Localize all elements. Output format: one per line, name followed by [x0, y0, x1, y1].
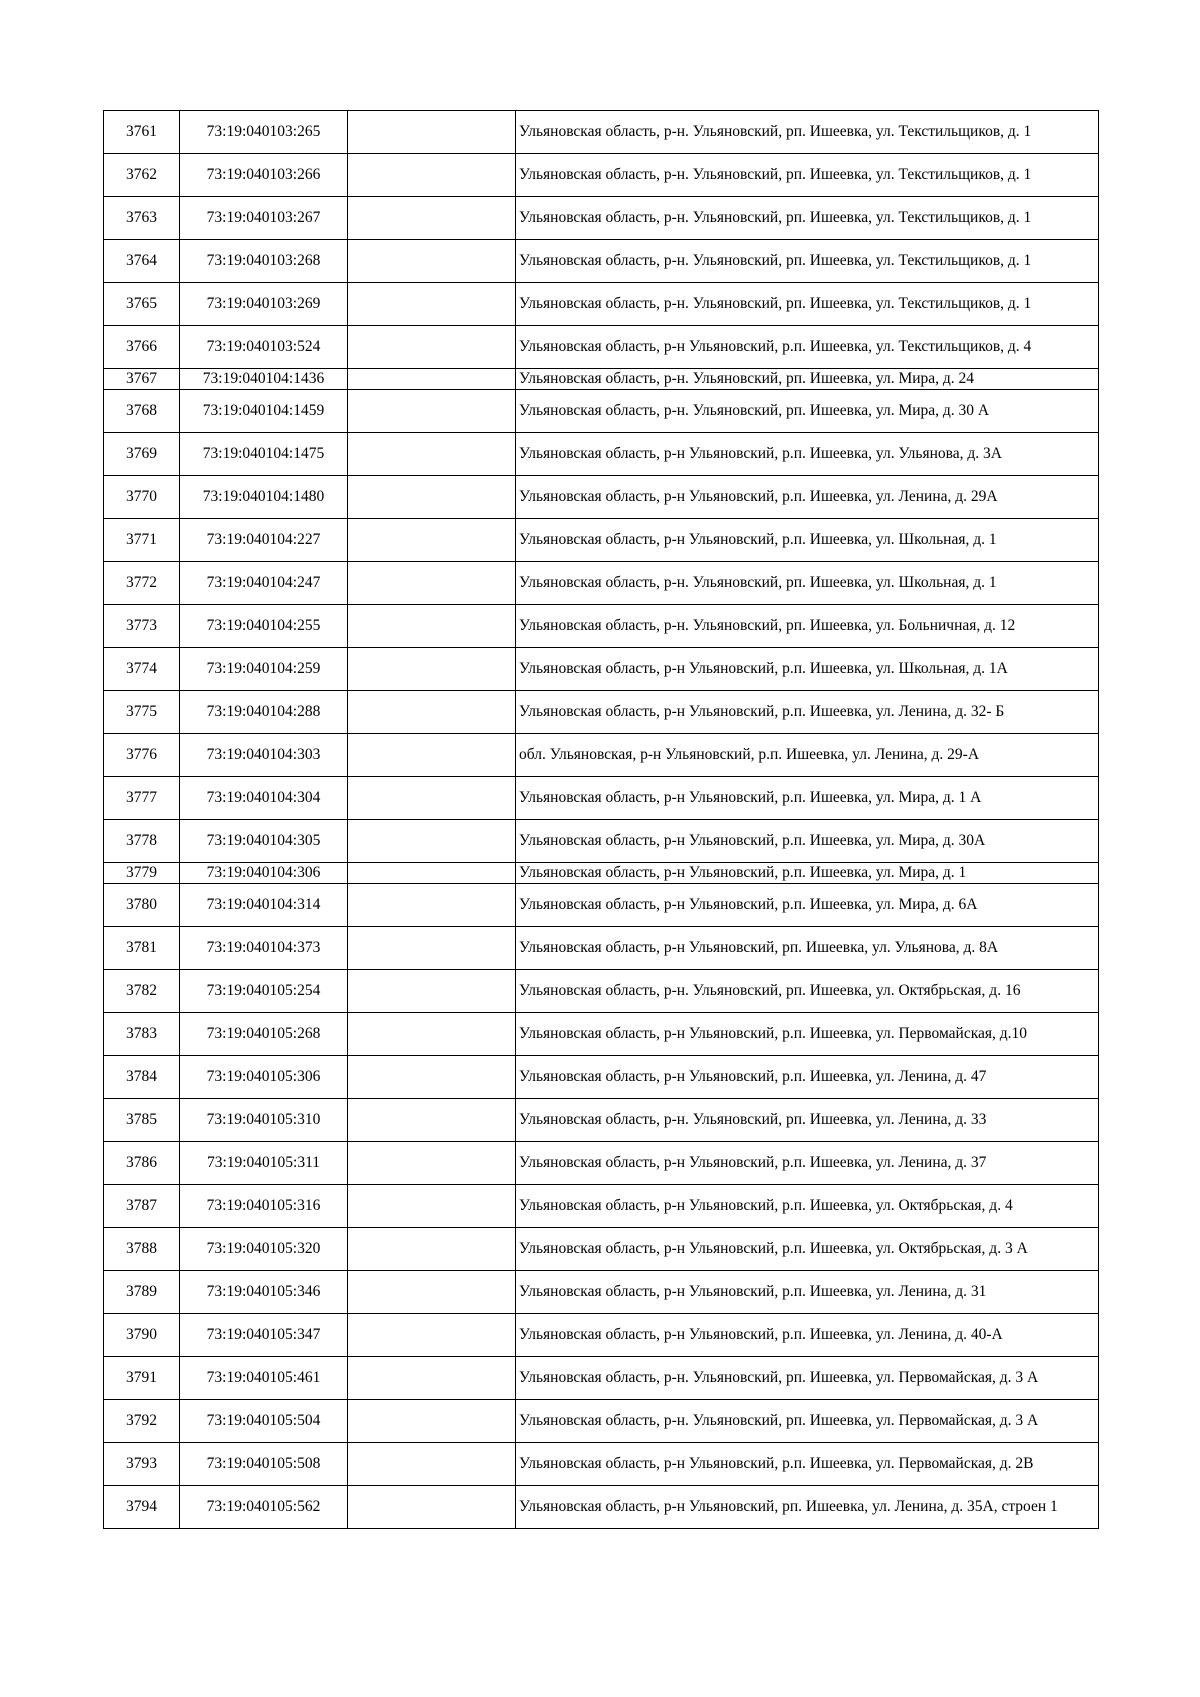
address-cell: Ульяновская область, р-н Ульяновский, р.п. Ишеевка, ул. Ленина, д. 47: [516, 1056, 1099, 1099]
row-number-cell: 3774: [104, 648, 180, 691]
cadastral-number-cell: 73:19:040105:508: [180, 1443, 348, 1486]
cadastral-number-cell: 73:19:040104:314: [180, 884, 348, 927]
table-row: [104, 1013, 1099, 1056]
row-number-cell: 3767: [104, 369, 180, 390]
cadastral-number-cell: 73:19:040104:305: [180, 820, 348, 863]
empty-cell: [348, 863, 516, 884]
row-number-cell: 3778: [104, 820, 180, 863]
cadastral-number-cell: 73:19:040105:347: [180, 1314, 348, 1357]
empty-cell: [348, 1185, 516, 1228]
address-cell: Ульяновская область, р-н Ульяновский, р.п. Ишеевка, ул. Школьная, д. 1: [516, 519, 1099, 562]
row-number-cell: 3782: [104, 970, 180, 1013]
table-row: [104, 240, 1099, 283]
address-cell: Ульяновская область, р-н Ульяновский, р.п. Ишеевка, ул. Мира, д. 1: [516, 863, 1099, 884]
row-number-cell: 3780: [104, 884, 180, 927]
table-row: [104, 970, 1099, 1013]
cadastral-number-cell: 73:19:040104:259: [180, 648, 348, 691]
row-number-cell: 3768: [104, 390, 180, 433]
row-number-cell: 3793: [104, 1443, 180, 1486]
address-cell: Ульяновская область, р-н Ульяновский, р.п. Ишеевка, ул. Октябрьская, д. 4: [516, 1185, 1099, 1228]
empty-cell: [348, 1228, 516, 1271]
address-cell: Ульяновская область, р-н Ульяновский, р.п. Ишеевка, ул. Октябрьская, д. 3 А: [516, 1228, 1099, 1271]
table-row: [104, 154, 1099, 197]
row-number-cell: 3783: [104, 1013, 180, 1056]
row-number-cell: 3764: [104, 240, 180, 283]
address-cell: Ульяновская область, р-н. Ульяновский, рп. Ишеевка, ул. Мира, д. 24: [516, 369, 1099, 390]
row-number-cell: 3794: [104, 1486, 180, 1529]
row-number-cell: 3791: [104, 1357, 180, 1400]
address-cell: Ульяновская область, р-н Ульяновский, р.п. Ишеевка, ул. Первомайская, д. 2В: [516, 1443, 1099, 1486]
cadastral-number-cell: 73:19:040105:346: [180, 1271, 348, 1314]
table-row: [104, 1142, 1099, 1185]
cadastral-number-cell: 73:19:040105:562: [180, 1486, 348, 1529]
row-number-cell: 3771: [104, 519, 180, 562]
cadastral-number-cell: 73:19:040104:1436: [180, 369, 348, 390]
empty-cell: [348, 1271, 516, 1314]
table-row: [104, 519, 1099, 562]
row-number-cell: 3790: [104, 1314, 180, 1357]
row-number-cell: 3762: [104, 154, 180, 197]
empty-cell: [348, 927, 516, 970]
table-row: [104, 1400, 1099, 1443]
empty-cell: [348, 283, 516, 326]
address-cell: Ульяновская область, р-н Ульяновский, р.п. Ишеевка, ул. Ленина, д. 31: [516, 1271, 1099, 1314]
row-number-cell: 3765: [104, 283, 180, 326]
row-number-cell: 3777: [104, 777, 180, 820]
empty-cell: [348, 476, 516, 519]
empty-cell: [348, 1443, 516, 1486]
empty-cell: [348, 154, 516, 197]
empty-cell: [348, 562, 516, 605]
cadastral-number-cell: 73:19:040105:268: [180, 1013, 348, 1056]
empty-cell: [348, 433, 516, 476]
empty-cell: [348, 519, 516, 562]
row-number-cell: 3784: [104, 1056, 180, 1099]
cadastral-number-cell: 73:19:040105:461: [180, 1357, 348, 1400]
row-number-cell: 3786: [104, 1142, 180, 1185]
cadastral-number-cell: 73:19:040105:310: [180, 1099, 348, 1142]
table-row: [104, 1099, 1099, 1142]
address-cell: Ульяновская область, р-н. Ульяновский, рп. Ишеевка, ул. Октябрьская, д. 16: [516, 970, 1099, 1013]
cadastral-number-cell: 73:19:040103:269: [180, 283, 348, 326]
cadastral-number-cell: 73:19:040103:268: [180, 240, 348, 283]
table-row: [104, 777, 1099, 820]
address-cell: Ульяновская область, р-н Ульяновский, р.п. Ишеевка, ул. Текстильщиков, д. 4: [516, 326, 1099, 369]
empty-cell: [348, 734, 516, 777]
address-cell: Ульяновская область, р-н. Ульяновский, рп. Ишеевка, ул. Ленина, д. 33: [516, 1099, 1099, 1142]
address-cell: Ульяновская область, р-н. Ульяновский, рп. Ишеевка, ул. Мира, д. 30 А: [516, 390, 1099, 433]
table-row: [104, 820, 1099, 863]
cadastral-number-cell: 73:19:040103:266: [180, 154, 348, 197]
cadastral-number-cell: 73:19:040104:227: [180, 519, 348, 562]
table-row: [104, 111, 1099, 154]
table-row: [104, 390, 1099, 433]
address-cell: Ульяновская область, р-н Ульяновский, р.п. Ишеевка, ул. Ленина, д. 40-А: [516, 1314, 1099, 1357]
cadastral-number-cell: 73:19:040104:247: [180, 562, 348, 605]
table-row: [104, 1228, 1099, 1271]
address-cell: Ульяновская область, р-н. Ульяновский, рп. Ишеевка, ул. Школьная, д. 1: [516, 562, 1099, 605]
table-row: [104, 1443, 1099, 1486]
registry-table-body: [104, 111, 1099, 1529]
table-row: [104, 1056, 1099, 1099]
empty-cell: [348, 1142, 516, 1185]
address-cell: Ульяновская область, р-н. Ульяновский, рп. Ишеевка, ул. Первомайская, д. 3 А: [516, 1400, 1099, 1443]
empty-cell: [348, 390, 516, 433]
empty-cell: [348, 691, 516, 734]
table-row: [104, 1185, 1099, 1228]
table-row: [104, 1314, 1099, 1357]
address-cell: Ульяновская область, р-н Ульяновский, р.п. Ишеевка, ул. Ульянова, д. 3А: [516, 433, 1099, 476]
address-cell: обл. Ульяновская, р-н Ульяновский, р.п. Ишеевка, ул. Ленина, д. 29-А: [516, 734, 1099, 777]
row-number-cell: 3763: [104, 197, 180, 240]
cadastral-number-cell: 73:19:040104:306: [180, 863, 348, 884]
row-number-cell: 3773: [104, 605, 180, 648]
row-number-cell: 3787: [104, 1185, 180, 1228]
row-number-cell: 3772: [104, 562, 180, 605]
row-number-cell: 3766: [104, 326, 180, 369]
address-cell: Ульяновская область, р-н Ульяновский, р.п. Ишеевка, ул. Мира, д. 6А: [516, 884, 1099, 927]
table-row: [104, 476, 1099, 519]
table-row: [104, 283, 1099, 326]
cadastral-number-cell: 73:19:040104:304: [180, 777, 348, 820]
empty-cell: [348, 1314, 516, 1357]
address-cell: Ульяновская область, р-н Ульяновский, рп. Ишеевка, ул. Ленина, д. 35А, строен 1: [516, 1486, 1099, 1529]
cadastral-number-cell: 73:19:040104:373: [180, 927, 348, 970]
empty-cell: [348, 1013, 516, 1056]
table-row: [104, 197, 1099, 240]
cadastral-number-cell: 73:19:040104:288: [180, 691, 348, 734]
table-row: [104, 863, 1099, 884]
row-number-cell: 3761: [104, 111, 180, 154]
address-cell: Ульяновская область, р-н Ульяновский, р.п. Ишеевка, ул. Школьная, д. 1А: [516, 648, 1099, 691]
table-row: [104, 605, 1099, 648]
cadastral-number-cell: 73:19:040103:524: [180, 326, 348, 369]
address-cell: Ульяновская область, р-н. Ульяновский, рп. Ишеевка, ул. Текстильщиков, д. 1: [516, 197, 1099, 240]
cadastral-number-cell: 73:19:040104:255: [180, 605, 348, 648]
cadastral-number-cell: 73:19:040104:1480: [180, 476, 348, 519]
address-cell: Ульяновская область, р-н. Ульяновский, рп. Ишеевка, ул. Первомайская, д. 3 А: [516, 1357, 1099, 1400]
registry-table: [103, 110, 1099, 1529]
table-row: [104, 1271, 1099, 1314]
empty-cell: [348, 1099, 516, 1142]
row-number-cell: 3769: [104, 433, 180, 476]
table-row: [104, 734, 1099, 777]
cadastral-number-cell: 73:19:040105:254: [180, 970, 348, 1013]
row-number-cell: 3779: [104, 863, 180, 884]
address-cell: Ульяновская область, р-н Ульяновский, р.п. Ишеевка, ул. Мира, д. 1 А: [516, 777, 1099, 820]
table-row: [104, 369, 1099, 390]
empty-cell: [348, 648, 516, 691]
address-cell: Ульяновская область, р-н Ульяновский, р.п. Ишеевка, ул. Ленина, д. 37: [516, 1142, 1099, 1185]
table-row: [104, 433, 1099, 476]
cadastral-number-cell: 73:19:040104:1459: [180, 390, 348, 433]
row-number-cell: 3781: [104, 927, 180, 970]
address-cell: Ульяновская область, р-н. Ульяновский, рп. Ишеевка, ул. Текстильщиков, д. 1: [516, 283, 1099, 326]
address-cell: Ульяновская область, р-н Ульяновский, р.п. Ишеевка, ул. Ленина, д. 29А: [516, 476, 1099, 519]
cadastral-number-cell: 73:19:040105:306: [180, 1056, 348, 1099]
table-row: [104, 1357, 1099, 1400]
row-number-cell: 3789: [104, 1271, 180, 1314]
empty-cell: [348, 777, 516, 820]
cadastral-number-cell: 73:19:040105:311: [180, 1142, 348, 1185]
cadastral-number-cell: 73:19:040104:1475: [180, 433, 348, 476]
empty-cell: [348, 605, 516, 648]
table-row: [104, 691, 1099, 734]
empty-cell: [348, 884, 516, 927]
table-row: [104, 648, 1099, 691]
empty-cell: [348, 820, 516, 863]
empty-cell: [348, 240, 516, 283]
row-number-cell: 3776: [104, 734, 180, 777]
address-cell: Ульяновская область, р-н Ульяновский, р.п. Ишеевка, ул. Первомайская, д.10: [516, 1013, 1099, 1056]
address-cell: Ульяновская область, р-н. Ульяновский, рп. Ишеевка, ул. Текстильщиков, д. 1: [516, 111, 1099, 154]
row-number-cell: 3792: [104, 1400, 180, 1443]
address-cell: Ульяновская область, р-н Ульяновский, р.п. Ишеевка, ул. Ленина, д. 32- Б: [516, 691, 1099, 734]
table-row: [104, 562, 1099, 605]
table-row: [104, 927, 1099, 970]
address-cell: Ульяновская область, р-н. Ульяновский, рп. Ишеевка, ул. Текстильщиков, д. 1: [516, 240, 1099, 283]
empty-cell: [348, 1056, 516, 1099]
cadastral-number-cell: 73:19:040103:267: [180, 197, 348, 240]
table-row: [104, 1486, 1099, 1529]
address-cell: Ульяновская область, р-н Ульяновский, р.п. Ишеевка, ул. Мира, д. 30А: [516, 820, 1099, 863]
empty-cell: [348, 369, 516, 390]
empty-cell: [348, 326, 516, 369]
cadastral-number-cell: 73:19:040105:504: [180, 1400, 348, 1443]
empty-cell: [348, 197, 516, 240]
cadastral-number-cell: 73:19:040104:303: [180, 734, 348, 777]
address-cell: Ульяновская область, р-н Ульяновский, рп. Ишеевка, ул. Ульянова, д. 8А: [516, 927, 1099, 970]
cadastral-number-cell: 73:19:040105:320: [180, 1228, 348, 1271]
cadastral-number-cell: 73:19:040103:265: [180, 111, 348, 154]
table-row: [104, 884, 1099, 927]
cadastral-number-cell: 73:19:040105:316: [180, 1185, 348, 1228]
empty-cell: [348, 1357, 516, 1400]
row-number-cell: 3785: [104, 1099, 180, 1142]
empty-cell: [348, 1400, 516, 1443]
empty-cell: [348, 1486, 516, 1529]
address-cell: Ульяновская область, р-н. Ульяновский, рп. Ишеевка, ул. Текстильщиков, д. 1: [516, 154, 1099, 197]
empty-cell: [348, 970, 516, 1013]
row-number-cell: 3770: [104, 476, 180, 519]
empty-cell: [348, 111, 516, 154]
row-number-cell: 3788: [104, 1228, 180, 1271]
table-row: [104, 326, 1099, 369]
address-cell: Ульяновская область, р-н. Ульяновский, рп. Ишеевка, ул. Больничная, д. 12: [516, 605, 1099, 648]
row-number-cell: 3775: [104, 691, 180, 734]
